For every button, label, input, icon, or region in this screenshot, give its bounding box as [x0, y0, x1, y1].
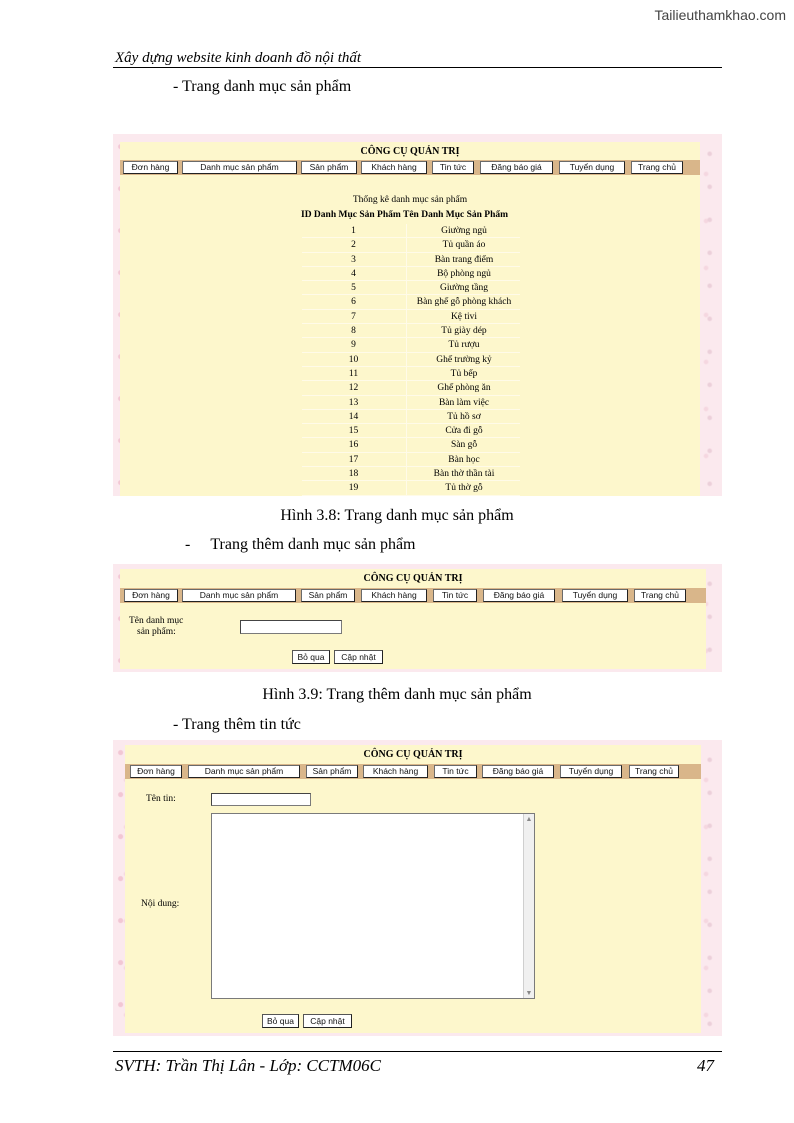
section-heading-add-news: [173, 716, 301, 734]
column-divider: [406, 224, 407, 237]
nav-button-categories[interactable]: Danh mục sản phẩm: [182, 161, 297, 174]
nav-button-customers[interactable]: Khách hàng: [361, 161, 427, 174]
cancel-button[interactable]: Bỏ qua: [262, 1014, 299, 1028]
table-row: [302, 281, 520, 295]
cell-category-id: 18: [348, 469, 359, 480]
admin-navbar: [125, 764, 701, 779]
bullet-dash: -: [173, 716, 179, 733]
update-button[interactable]: Cập nhật: [334, 650, 383, 664]
cell-category-name: Kệ tivi: [450, 311, 478, 322]
cell-category-id: 1: [351, 226, 356, 236]
category-name-input[interactable]: [240, 620, 342, 634]
column-divider: [406, 410, 407, 423]
table-row: [302, 438, 520, 452]
screenshot-category-list: [113, 134, 722, 496]
scroll-up-icon[interactable]: ▲: [525, 815, 533, 823]
cell-category-name: Tủ quần áo: [442, 240, 486, 251]
label-line: sản phẩm:: [137, 627, 176, 637]
column-divider: [406, 310, 407, 323]
table-row: [302, 396, 520, 410]
column-divider: [406, 424, 407, 437]
column-divider: [406, 281, 407, 294]
cell-category-name: Giường tầng: [440, 283, 488, 294]
admin-navbar: [120, 160, 700, 175]
nav-button-home[interactable]: Trang chủ: [631, 161, 683, 174]
footer-rule: [113, 1051, 722, 1052]
table-row: [302, 410, 520, 424]
nav-button-price-quotes[interactable]: Đăng báo giá: [480, 161, 553, 174]
footer-author: SVTH: Trần Thị Lân - Lớp: CCTM06C: [115, 1056, 382, 1075]
cell-category-id: 13: [348, 397, 359, 408]
column-divider: [406, 481, 407, 494]
category-name-label: [129, 616, 183, 638]
admin-panel: [120, 569, 706, 669]
section-text: Trang thêm tin tức: [182, 716, 301, 733]
cell-category-id: 19: [348, 483, 359, 494]
table-row: [302, 238, 520, 252]
cell-category-id: 15: [348, 426, 359, 437]
screenshot-add-category: [113, 564, 722, 672]
nav-button-home[interactable]: Trang chủ: [634, 589, 686, 602]
admin-panel: [125, 745, 701, 1033]
table-row: [302, 310, 520, 324]
table-row: [302, 453, 520, 467]
cell-category-id: 10: [348, 354, 359, 365]
cell-category-name: Bàn học: [448, 454, 480, 465]
nav-button-categories[interactable]: Danh mục sản phẩm: [182, 589, 296, 602]
table-row: [302, 353, 520, 367]
figure-caption-3-8: Hình 3.8: Trang danh mục sản phẩm: [280, 507, 514, 524]
column-divider: [406, 267, 407, 280]
cell-category-id: 12: [348, 383, 359, 394]
screenshot-add-news: [113, 740, 722, 1036]
column-divider: [406, 453, 407, 466]
table-row: [302, 253, 520, 267]
nav-button-orders[interactable]: Đơn hàng: [130, 765, 182, 778]
nav-button-price-quotes[interactable]: Đăng báo giá: [482, 765, 554, 778]
cell-category-id: 3: [351, 254, 356, 265]
section-text: Trang thêm danh mục sản phẩm: [210, 536, 416, 553]
table-row: [302, 338, 520, 352]
admin-navbar: [120, 588, 706, 603]
nav-button-recruitment[interactable]: Tuyển dụng: [562, 589, 628, 602]
column-divider: [406, 238, 407, 251]
cell-category-name: Sàn gỗ: [450, 440, 478, 451]
cell-category-id: 11: [348, 368, 359, 379]
cell-category-id: 4: [351, 268, 356, 279]
nav-button-customers[interactable]: Khách hàng: [361, 589, 427, 602]
textarea-scrollbar[interactable]: [523, 814, 534, 998]
scroll-down-icon[interactable]: ▼: [525, 989, 533, 997]
page-number: 47: [697, 1056, 714, 1075]
table-row: [302, 424, 520, 438]
nav-button-orders[interactable]: Đơn hàng: [123, 161, 178, 174]
cell-category-name: Ghế phòng ăn: [437, 383, 491, 394]
admin-panel: [120, 142, 700, 496]
cell-category-name: Bộ phòng ngủ: [437, 268, 491, 279]
update-button[interactable]: Cập nhật: [303, 1014, 352, 1028]
column-divider: [406, 324, 407, 337]
table-row: [302, 381, 520, 395]
table-row: [302, 295, 520, 309]
table-row: [302, 481, 520, 495]
document-header-title: Xây dựng website kinh doanh đồ nội thất: [115, 50, 362, 66]
nav-button-customers[interactable]: Khách hàng: [363, 765, 428, 778]
nav-button-news[interactable]: Tin tức: [433, 589, 477, 602]
cancel-button[interactable]: Bỏ qua: [292, 650, 330, 664]
cell-category-id: 17: [348, 454, 359, 465]
header-rule: [113, 67, 722, 68]
admin-title: CÔNG CỤ QUẢN TRỊ: [360, 146, 460, 157]
column-divider: [406, 338, 407, 351]
nav-button-orders[interactable]: Đơn hàng: [124, 589, 178, 602]
column-divider: [406, 467, 407, 480]
column-divider: [406, 396, 407, 409]
nav-button-categories[interactable]: Danh mục sản phẩm: [188, 765, 300, 778]
cell-category-id: 5: [351, 283, 356, 294]
nav-button-products[interactable]: Sản phẩm: [301, 589, 355, 602]
cell-category-id: 8: [351, 326, 356, 337]
nav-button-products[interactable]: Sản phẩm: [306, 765, 358, 778]
column-header-id: ID Danh Mục Sản Phẩm: [301, 210, 401, 220]
table-row: [302, 267, 520, 281]
news-content-label: Nội dung:: [141, 899, 180, 909]
column-divider: [406, 381, 407, 394]
category-table-body: [302, 224, 520, 496]
cell-category-name: Tủ bếp: [450, 368, 478, 379]
cell-category-name: Bàn thờ thần tài: [433, 469, 495, 480]
nav-button-price-quotes[interactable]: Đăng báo giá: [483, 589, 555, 602]
news-title-label: Tên tin:: [146, 794, 176, 804]
cell-category-id: 7: [351, 311, 356, 322]
admin-title: CÔNG CỤ QUẢN TRỊ: [363, 573, 463, 584]
cell-category-name: Bàn ghế gỗ phòng khách: [416, 297, 512, 308]
nav-button-news[interactable]: Tin tức: [434, 765, 477, 778]
table-row: [302, 467, 520, 481]
column-header-name: Tên Danh Mục Sản Phẩm: [403, 210, 509, 220]
cell-category-name: Tủ hồ sơ: [447, 411, 481, 422]
column-divider: [406, 353, 407, 366]
nav-button-products[interactable]: Sản phẩm: [301, 161, 357, 174]
column-divider: [406, 367, 407, 380]
cell-category-id: 16: [348, 440, 359, 451]
table-caption: Thống kê danh mục sản phẩm: [352, 195, 468, 205]
column-divider: [406, 253, 407, 266]
cell-category-name: Bàn làm việc: [438, 397, 490, 408]
cell-category-name: Cửa đi gỗ: [445, 426, 483, 437]
cell-category-name: Giường ngủ: [441, 226, 487, 236]
cell-category-id: 6: [351, 297, 356, 308]
news-content-textarea[interactable]: [211, 813, 535, 999]
cell-category-name: Tủ rượu: [448, 340, 480, 351]
cell-category-id: 2: [351, 240, 356, 251]
table-header: [301, 210, 508, 220]
cell-category-id: 14: [348, 411, 359, 422]
label-line: Tên danh mục: [129, 616, 184, 626]
section-heading-add-category: [185, 536, 415, 554]
column-divider: [406, 438, 407, 451]
nav-button-news[interactable]: Tin tức: [432, 161, 474, 174]
table-row: [302, 224, 520, 238]
cell-category-name: Bàn trang điểm: [434, 254, 494, 265]
section-heading-category-page: [173, 78, 351, 96]
watermark: Tailieuthamkhao.com: [654, 7, 786, 23]
figure-caption-3-9: Hình 3.9: Trang thêm danh mục sản phẩm: [262, 686, 532, 703]
cell-category-name: Tủ giày dép: [441, 326, 487, 337]
column-divider: [406, 295, 407, 308]
admin-title: CÔNG CỤ QUẢN TRỊ: [363, 749, 463, 760]
nav-button-recruitment[interactable]: Tuyển dụng: [560, 765, 622, 778]
cell-category-name: Tủ thờ gỗ: [445, 483, 483, 494]
table-row: [302, 367, 520, 381]
section-text: Trang danh mục sản phẩm: [182, 78, 352, 95]
nav-button-recruitment[interactable]: Tuyển dụng: [559, 161, 625, 174]
nav-button-home[interactable]: Trang chủ: [629, 765, 679, 778]
bullet-dash: -: [185, 536, 191, 553]
bullet-dash: -: [173, 78, 179, 95]
news-title-input[interactable]: [211, 793, 311, 806]
table-row: [302, 324, 520, 338]
cell-category-id: 9: [351, 340, 356, 351]
cell-category-name: Ghế trường kỷ: [436, 354, 492, 365]
